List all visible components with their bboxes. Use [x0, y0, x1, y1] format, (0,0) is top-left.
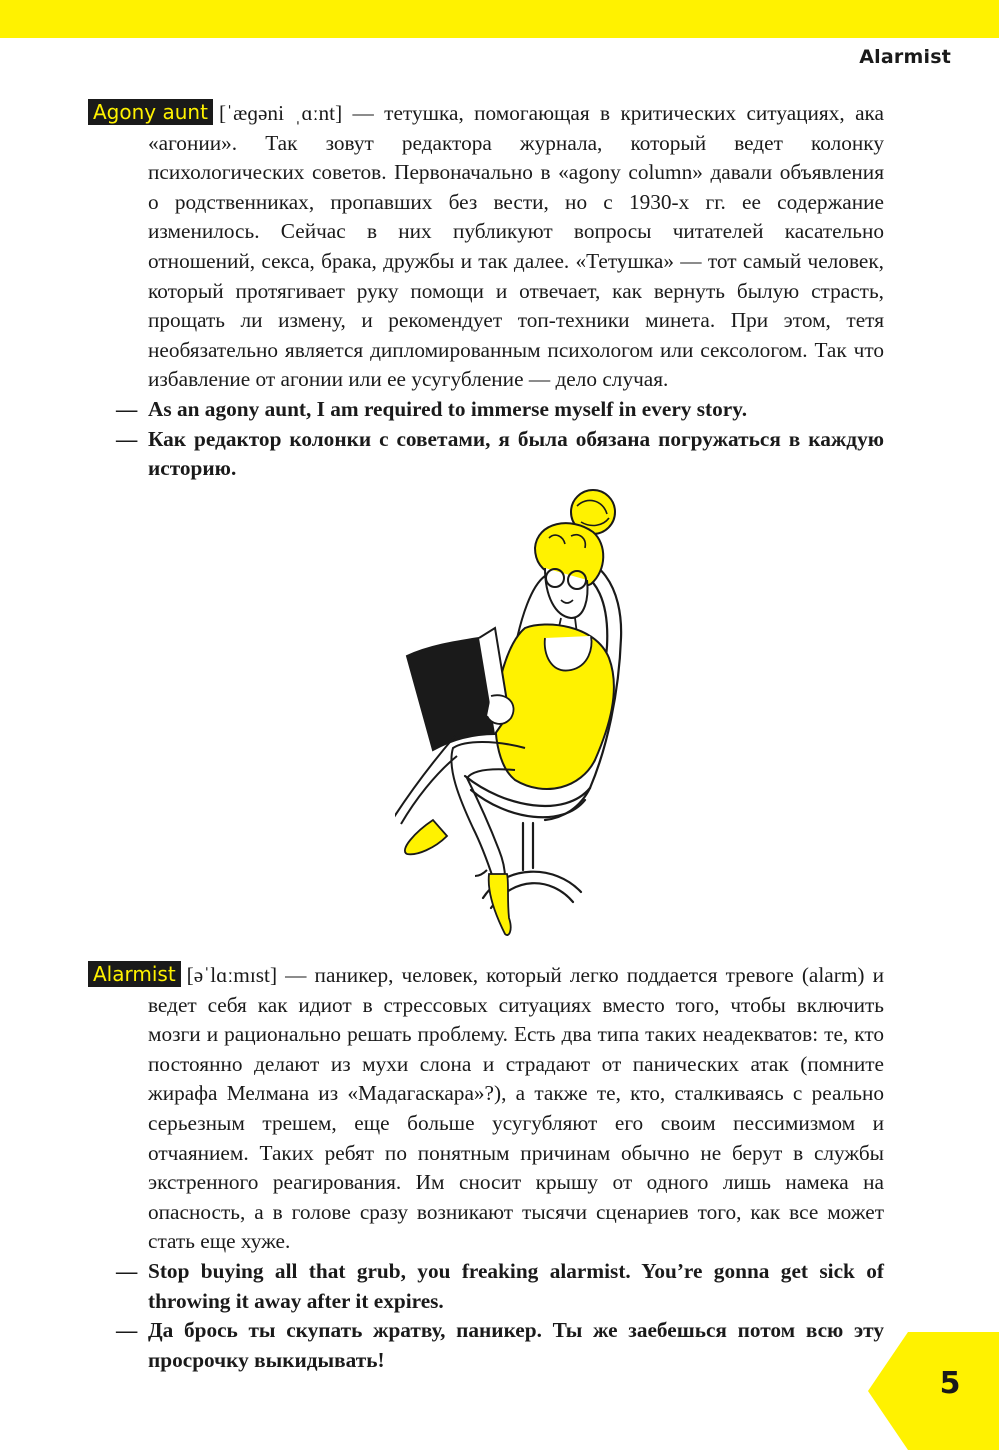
left-shoe: [405, 820, 447, 854]
dash: —: [116, 1258, 138, 1283]
example-text: Да брось ты скупать жратву, паникер. Ты же заебешься потом всю эту просрочку выкидывать!: [148, 1318, 884, 1372]
entry-term: Alarmist: [88, 961, 181, 987]
example-english: [116, 1257, 884, 1316]
page-number: 5: [939, 1366, 961, 1401]
book: [407, 638, 495, 750]
right-shoe: [489, 874, 511, 935]
example-english: [116, 395, 884, 425]
dictionary-entry: [93, 961, 884, 1375]
entry-definition: [əˈlɑːmɪst] — паникер, человек, который легко поддается тревоге (alarm) и ведет себя как идиот в стрессовых ситуациях вместо того, чтобы включить мозги и рационально решать проблему. Есть два типа таких неадекватов: те, кто постоянно делают из мухи слона и страдают от панических атак (помните жирафа Мелмана из «Мадагаскара»?), а также те, кто, сталкиваясь с реально серьезным трешем, еще больше усугубляют его своим пессимизмом и отчаянием. Таких ребят по понятным причинам обычно не берут в службы экстренного реагирования. Им сносит крышу от одного лишь намека на опасность, а в голове сразу возникают тысячи сценариев того, как все может стать еще хуже.: [148, 963, 884, 1254]
dash: —: [116, 426, 138, 451]
example-russian: [116, 425, 884, 484]
dictionary-entry: [93, 99, 884, 484]
top-color-band: [0, 0, 999, 38]
dash: —: [116, 1318, 138, 1343]
entry-definition: [ˈæɡəni ˌɑːnt] — тетушка, помогающая в критических ситуациях, ака «агонии». Так зовут редактора журнала, который ведет колонку психологических советов. Первоначально в «agony column» давали объявления о родственниках, пропавших без вести, но с 1930-х гг. ее содержание изменилось. Сейчас в них публикуют вопросы читателей касательно отношений, секса, брака, дружбы и так далее. «Тетушка» — тот самый человек, который протягивает руку помощи и отвечает, как вернуть былую страсть, прощать ли измену, и рекомендует топ-техники минета. При этом, тетя необязательно является дипломированным психологом или сексологом. Так что избавление от агонии или ее усугубление — дело случая.: [148, 101, 884, 392]
example-text: Как редактор колонки с советами, я была обязана погружаться в каждую историю.: [148, 426, 884, 481]
example-text: As an agony aunt, I am required to immerse myself in every story.: [148, 396, 748, 421]
entry-definition-paragraph: [93, 961, 884, 1257]
entry-definition-paragraph: [93, 99, 884, 395]
example-text: Stop buying all that grub, you freaking alarmist. You’re gonna get sick of throwing it away after it expires.: [148, 1258, 884, 1313]
dash: —: [116, 396, 138, 421]
running-head: Alarmist: [859, 46, 951, 68]
entry-term: Agony aunt: [88, 99, 213, 125]
example-russian: [116, 1316, 884, 1375]
agony-aunt-illustration: [395, 478, 635, 943]
